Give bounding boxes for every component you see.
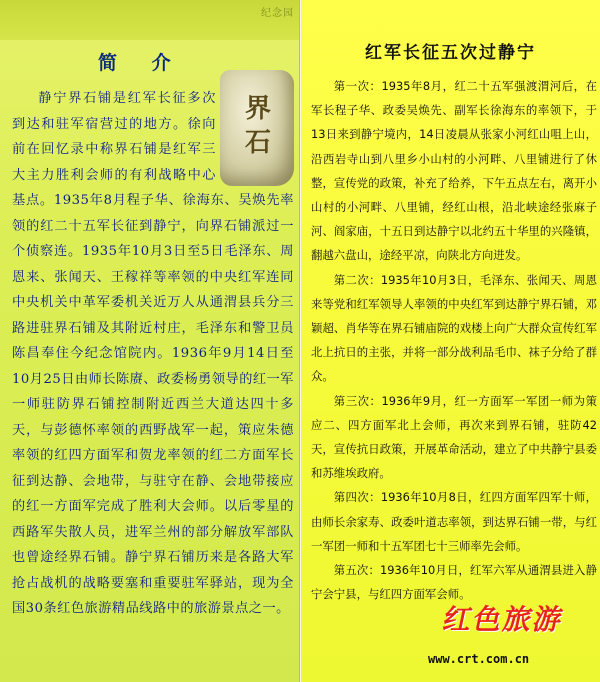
red-tourism-logo: 红色旅游: [440, 603, 568, 636]
top-banner-strip: [0, 0, 300, 40]
five-passages-body: [311, 74, 597, 606]
introduction-title: 简 介: [98, 52, 185, 74]
passage-paragraph-4: 第四次：1936年10月8日，红四方面军四军十师，由师长余家寿、政委叶道志率领，到达界石铺一带，与红一军团一师和十五军团七十三师率先会师。: [311, 490, 597, 553]
jieshi-stone-image: [220, 70, 294, 186]
memorial-watermark: 纪念园: [261, 8, 294, 19]
introduction-text: 静宁界石铺是红军长征多次到达和驻军宿营过的地方。徐向前在回忆录中称界石铺是红军三大主力胜利会师的有利战略中心基点。1935年8月程子华、徐海东、吴焕先率领的红二十五军长征到静宁，向界石铺派过一个侦察连。1935年10月3日至5日毛泽东、周恩来、张闻天、王稼祥等率领的中央红军连同中央机关中革军委机关近万人从通渭县兵分三路进驻界石铺及其附近村庄，毛泽东和警卫员陈昌奉住今纪念馆院内。1936年9月14日至10月25日由师长陈赓、政委杨勇领导的红一军一师驻防界石铺控制附近西兰大道达四十多天，与彭德怀率领的西野战军一起，策应朱德率领的红四方面军和贺龙率领的红二方面军长征到达静、会地带，与驻守在静、会地带接应的红一方面军完成了胜利大会师。以后零星的西路军失散人员，进军兰州的部分解放军部队也曾途经界石铺。静宁界石铺历来是各路大军抢占战机的战略要塞和重要驻军驿站，现为全国30条红色旅游精品线路中的旅游景点之一。: [12, 91, 294, 616]
site-url: www.crt.com.cn: [428, 652, 530, 666]
passage-paragraph-3: 第三次：1936年9月，红一方面军一军团一师为策应二、四方面军北上会师，再次来到界石铺，驻防42天，宣传抗日政策，开展革命活动，建立了中共静宁县委和苏维埃政府。: [311, 393, 597, 481]
passage-paragraph-1: 第一次：1935年8月，红二十五军强渡渭河后，在军长程子华、政委吴焕先、副军长徐海东的率领下，于13日来到静宁境内，14日凌晨从张家小河红山咀上山，沿西岩寺山到八里乡小山村的小河畔、八里铺进行了休整，宣传党的政策，补充了给养，下午五点左右，离开小山村的小河畔、八里铺，经红山根，沿北峡途经张麻子河、阎家庙，十五日到达静宁以北约五十华里的兴隆镇，翻越六盘山，途经平凉，向陕北方向进发。: [311, 79, 597, 263]
passage-paragraph-2: 第二次：1935年10月3日，毛泽东、张闻天、周恩来等党和红军领导人率领的中央红军到达静宁界石铺，邓颖超、肖华等在界石铺庙院的戏楼上向广大群众宣传红军北上抗日的主张，并将一部分战利品毛巾、袜子分给了群众。: [311, 272, 597, 384]
right-page-five-passages: [301, 0, 600, 682]
five-passages-title: 红军长征五次过静宁: [365, 43, 536, 63]
passage-paragraph-5: 第五次：1936年10月日，红军六军从通渭县进入静宁会宁县，与红四方面军会师。: [311, 563, 597, 602]
stone-inscription: 界石: [244, 94, 271, 158]
